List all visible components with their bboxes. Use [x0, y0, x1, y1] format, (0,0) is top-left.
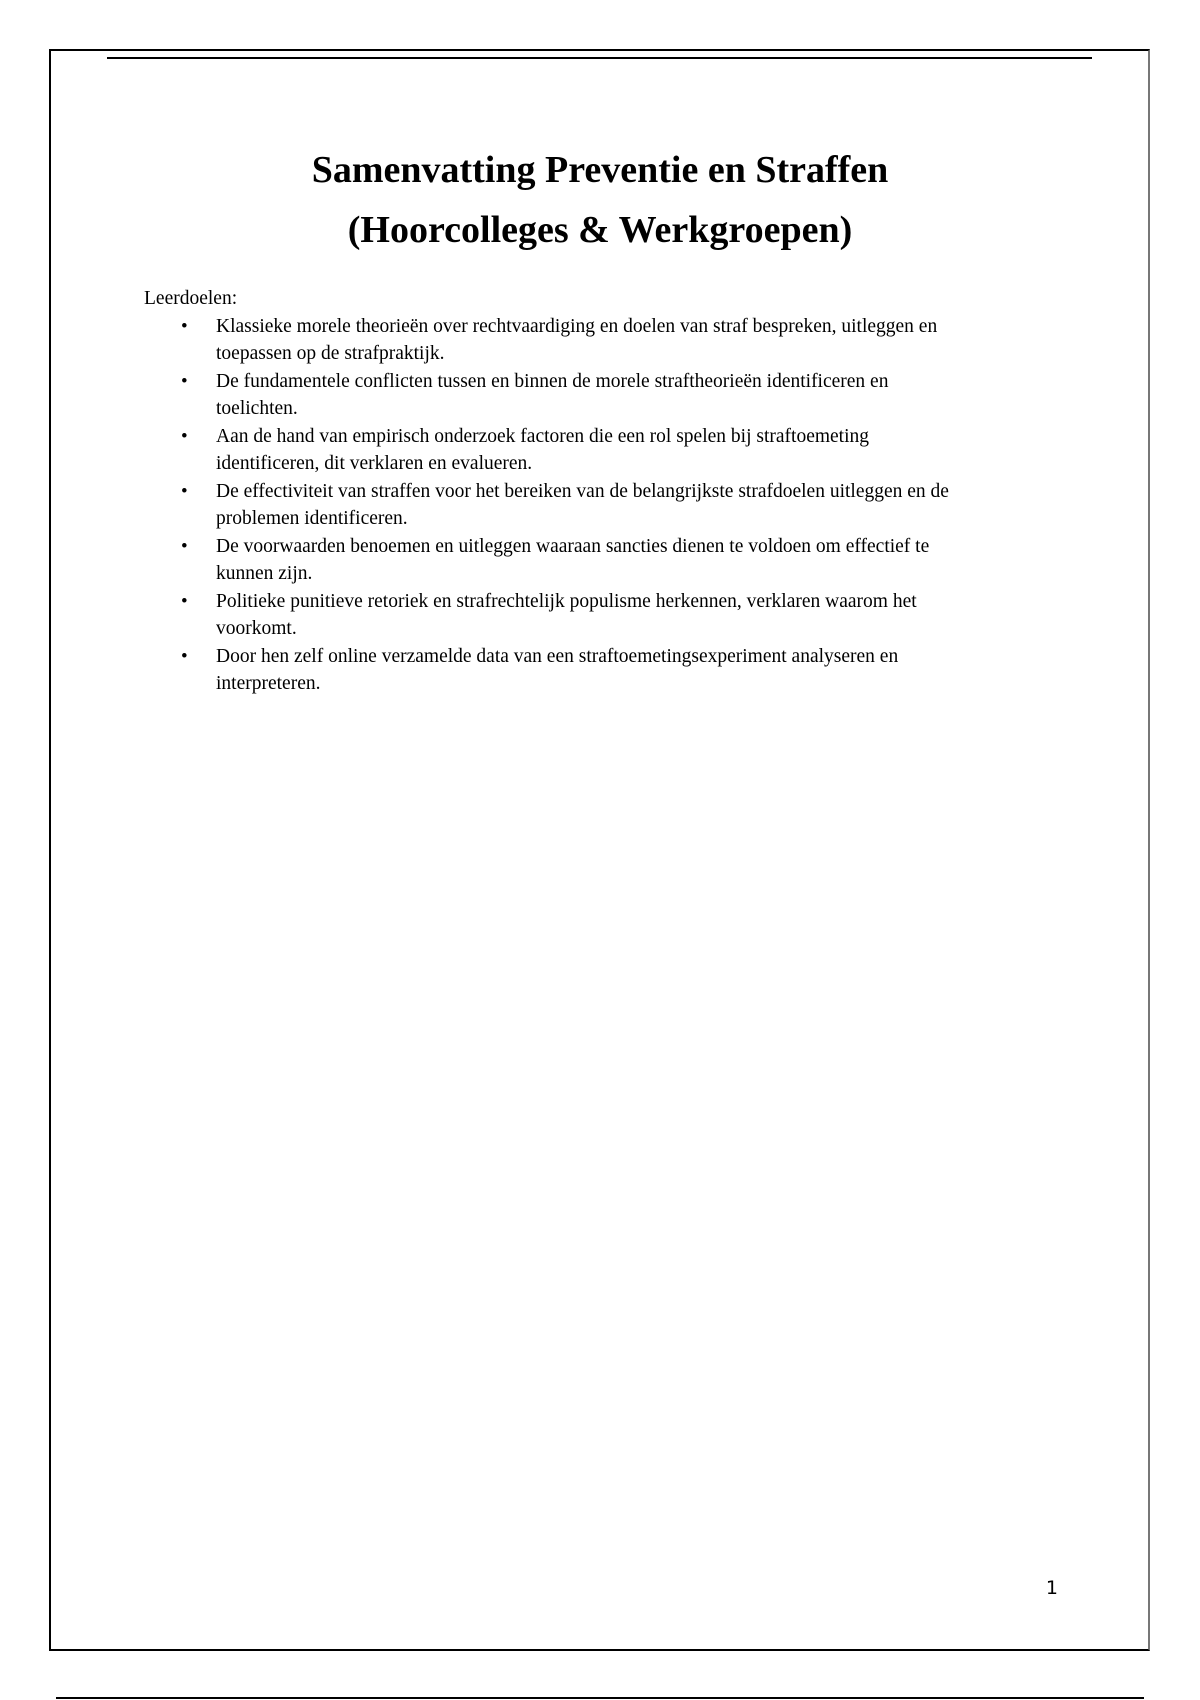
list-item-line: De effectiviteit van straffen voor het bereiken van de belangrijkste strafdoelen uitleggen en de: [216, 480, 949, 502]
list-item-line: toelichten.: [216, 398, 298, 419]
bullet-icon: •: [181, 315, 188, 337]
document-body: [144, 285, 1064, 698]
bullet-icon: •: [181, 645, 188, 667]
list-item: [144, 423, 1064, 478]
list-item-line: Door hen zelf online verzamelde data van een straftoemetingsexperiment analyseren en: [216, 645, 899, 667]
list-item: [144, 478, 1064, 533]
learning-goals-list: [144, 313, 1064, 698]
list-item: [144, 313, 1064, 368]
list-item: [144, 643, 1064, 698]
list-item: [144, 588, 1064, 643]
list-item-line: problemen identificeren.: [216, 508, 408, 529]
list-item-line: Klassieke morele theorieën over rechtvaardiging en doelen van straf bespreken, uitleggen en: [216, 315, 938, 337]
page-title: [100, 140, 1100, 260]
list-item-line: De fundamentele conflicten tussen en binnen de morele straftheorieën identificeren en: [216, 370, 889, 392]
learning-goals-heading: Leerdoelen:: [144, 288, 238, 309]
page-number: 1: [1045, 1577, 1058, 1599]
bullet-icon: •: [181, 425, 188, 447]
list-item-line: voorkomt.: [216, 618, 297, 639]
list-item-line: kunnen zijn.: [216, 563, 313, 584]
page-top-rule: [107, 57, 1092, 59]
list-item: [144, 368, 1064, 423]
list-item-line: Aan de hand van empirisch onderzoek factoren die een rol spelen bij straftoemeting: [216, 425, 870, 447]
list-item-line: De voorwaarden benoemen en uitleggen waaraan sancties dienen te voldoen om effectief te: [216, 535, 930, 557]
bullet-icon: •: [181, 590, 188, 612]
bullet-icon: •: [181, 535, 188, 557]
list-item-line: identificeren, dit verklaren en evalueren.: [216, 453, 533, 474]
list-item-line: interpreteren.: [216, 673, 321, 694]
title-line-1: Samenvatting Preventie en Straffen: [311, 149, 889, 191]
bullet-icon: •: [181, 480, 188, 502]
list-item-line: Politieke punitieve retoriek en strafrechtelijk populisme herkennen, verklaren waarom het: [216, 590, 917, 612]
list-item: [144, 533, 1064, 588]
next-page-edge: [56, 1697, 1144, 1699]
title-line-2: (Hoorcolleges & Werkgroepen): [347, 209, 853, 251]
bullet-icon: •: [181, 370, 188, 392]
list-item-line: toepassen op de strafpraktijk.: [216, 343, 445, 364]
